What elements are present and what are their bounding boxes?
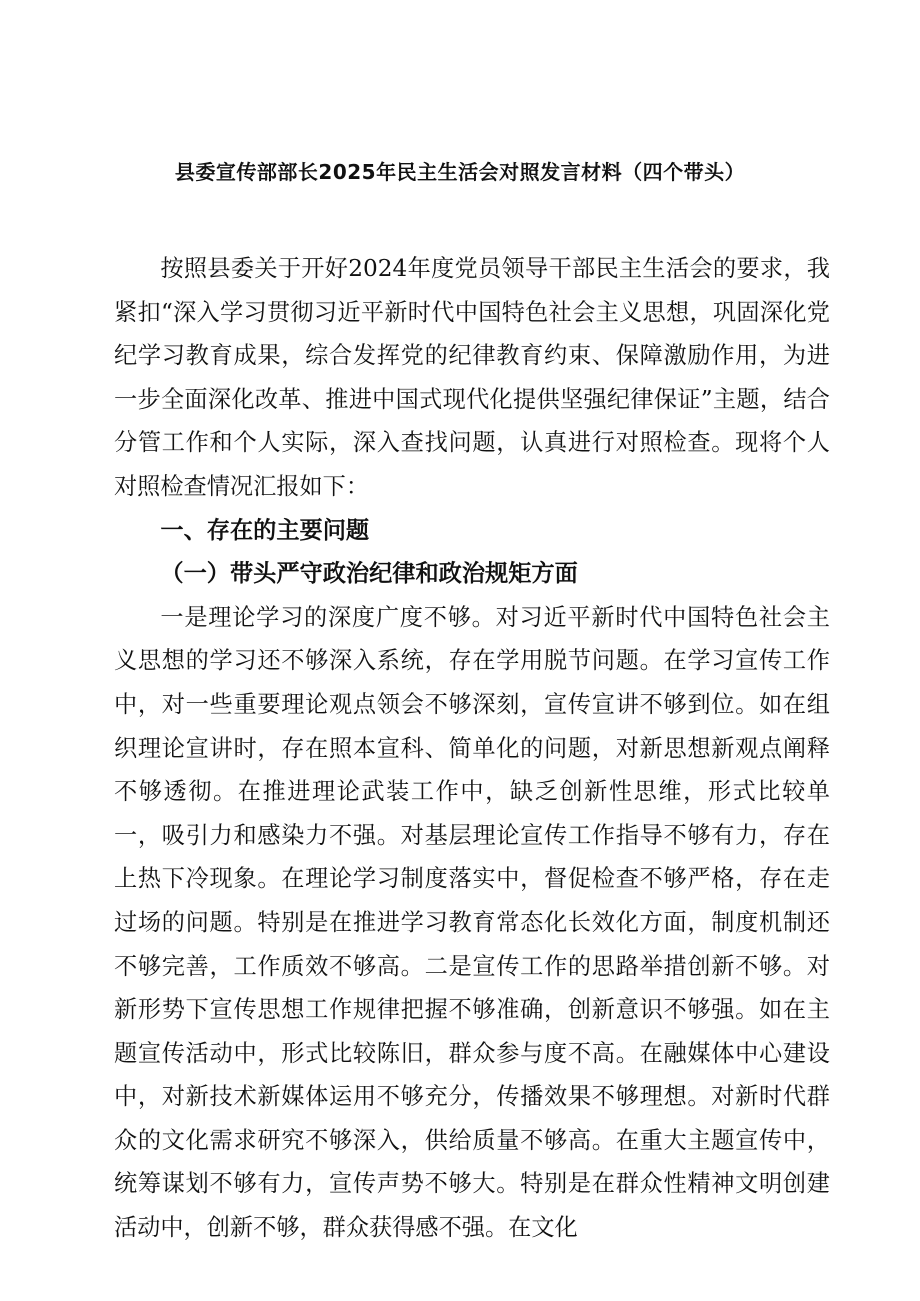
subsection-heading-political-discipline: （一）带头严守政治纪律和政治规矩方面 (160, 560, 578, 588)
document-title: 县委宣传部部长2025年民主生活会对照发言材料（四个带头） (174, 160, 746, 184)
section-heading-main-problems: 一、存在的主要问题 (160, 516, 370, 544)
document-body (114, 247, 830, 1250)
body-paragraph: 一是理论学习的深度广度不够。对习近平新时代中国特色社会主义思想的学习还不够深入系统，存在学用脱节问题。在学习宣传工作中，对一些重要理论观点领会不够深刻，宣传宣讲不够到位。如在组织理论宣讲时，存在照本宣科、简单化的问题，对新思想新观点阐释不够透彻。在推进理论武装工作中，缺乏创新性思维，形式比较单一，吸引力和感染力不强。对基层理论宣传工作指导不够有力，存在上热下冷现象。在理论学习制度落实中，督促检查不够严格，存在走过场的问题。特别是在推进学习教育常态化长效化方面，制度机制还不够完善，工作质效不够高。二是宣传工作的思路举措创新不够。对新形势下宣传思想工作规律把握不够准确，创新意识不够强。如在主题宣传活动中，形式比较陈旧，群众参与度不高。在融媒体中心建设中，对新技术新媒体运用不够充分，传播效果不够理想。对新时代群众的文化需求研究不够深入，供给质量不够高。在重大主题宣传中，统筹谋划不够有力，宣传声势不够大。特别是在群众性精神文明创建活动中，创新不够，群众获得感不强。在文化 (114, 603, 830, 1242)
intro-paragraph: 按照县委关于开好2024年度党员领导干部民主生活会的要求，我紧扣“深入学习贯彻习近平新时代中国特色社会主义思想，巩固深化党纪学习教育成果，综合发挥党的纪律教育约束、保障激励作用，为进一步全面深化改革、推进中国式现代化提供坚强纪律保证”主题，结合分管工作和个人实际，深入查找问题，认真进行对照检查。现将个人对照检查情况汇报如下： (114, 255, 830, 500)
